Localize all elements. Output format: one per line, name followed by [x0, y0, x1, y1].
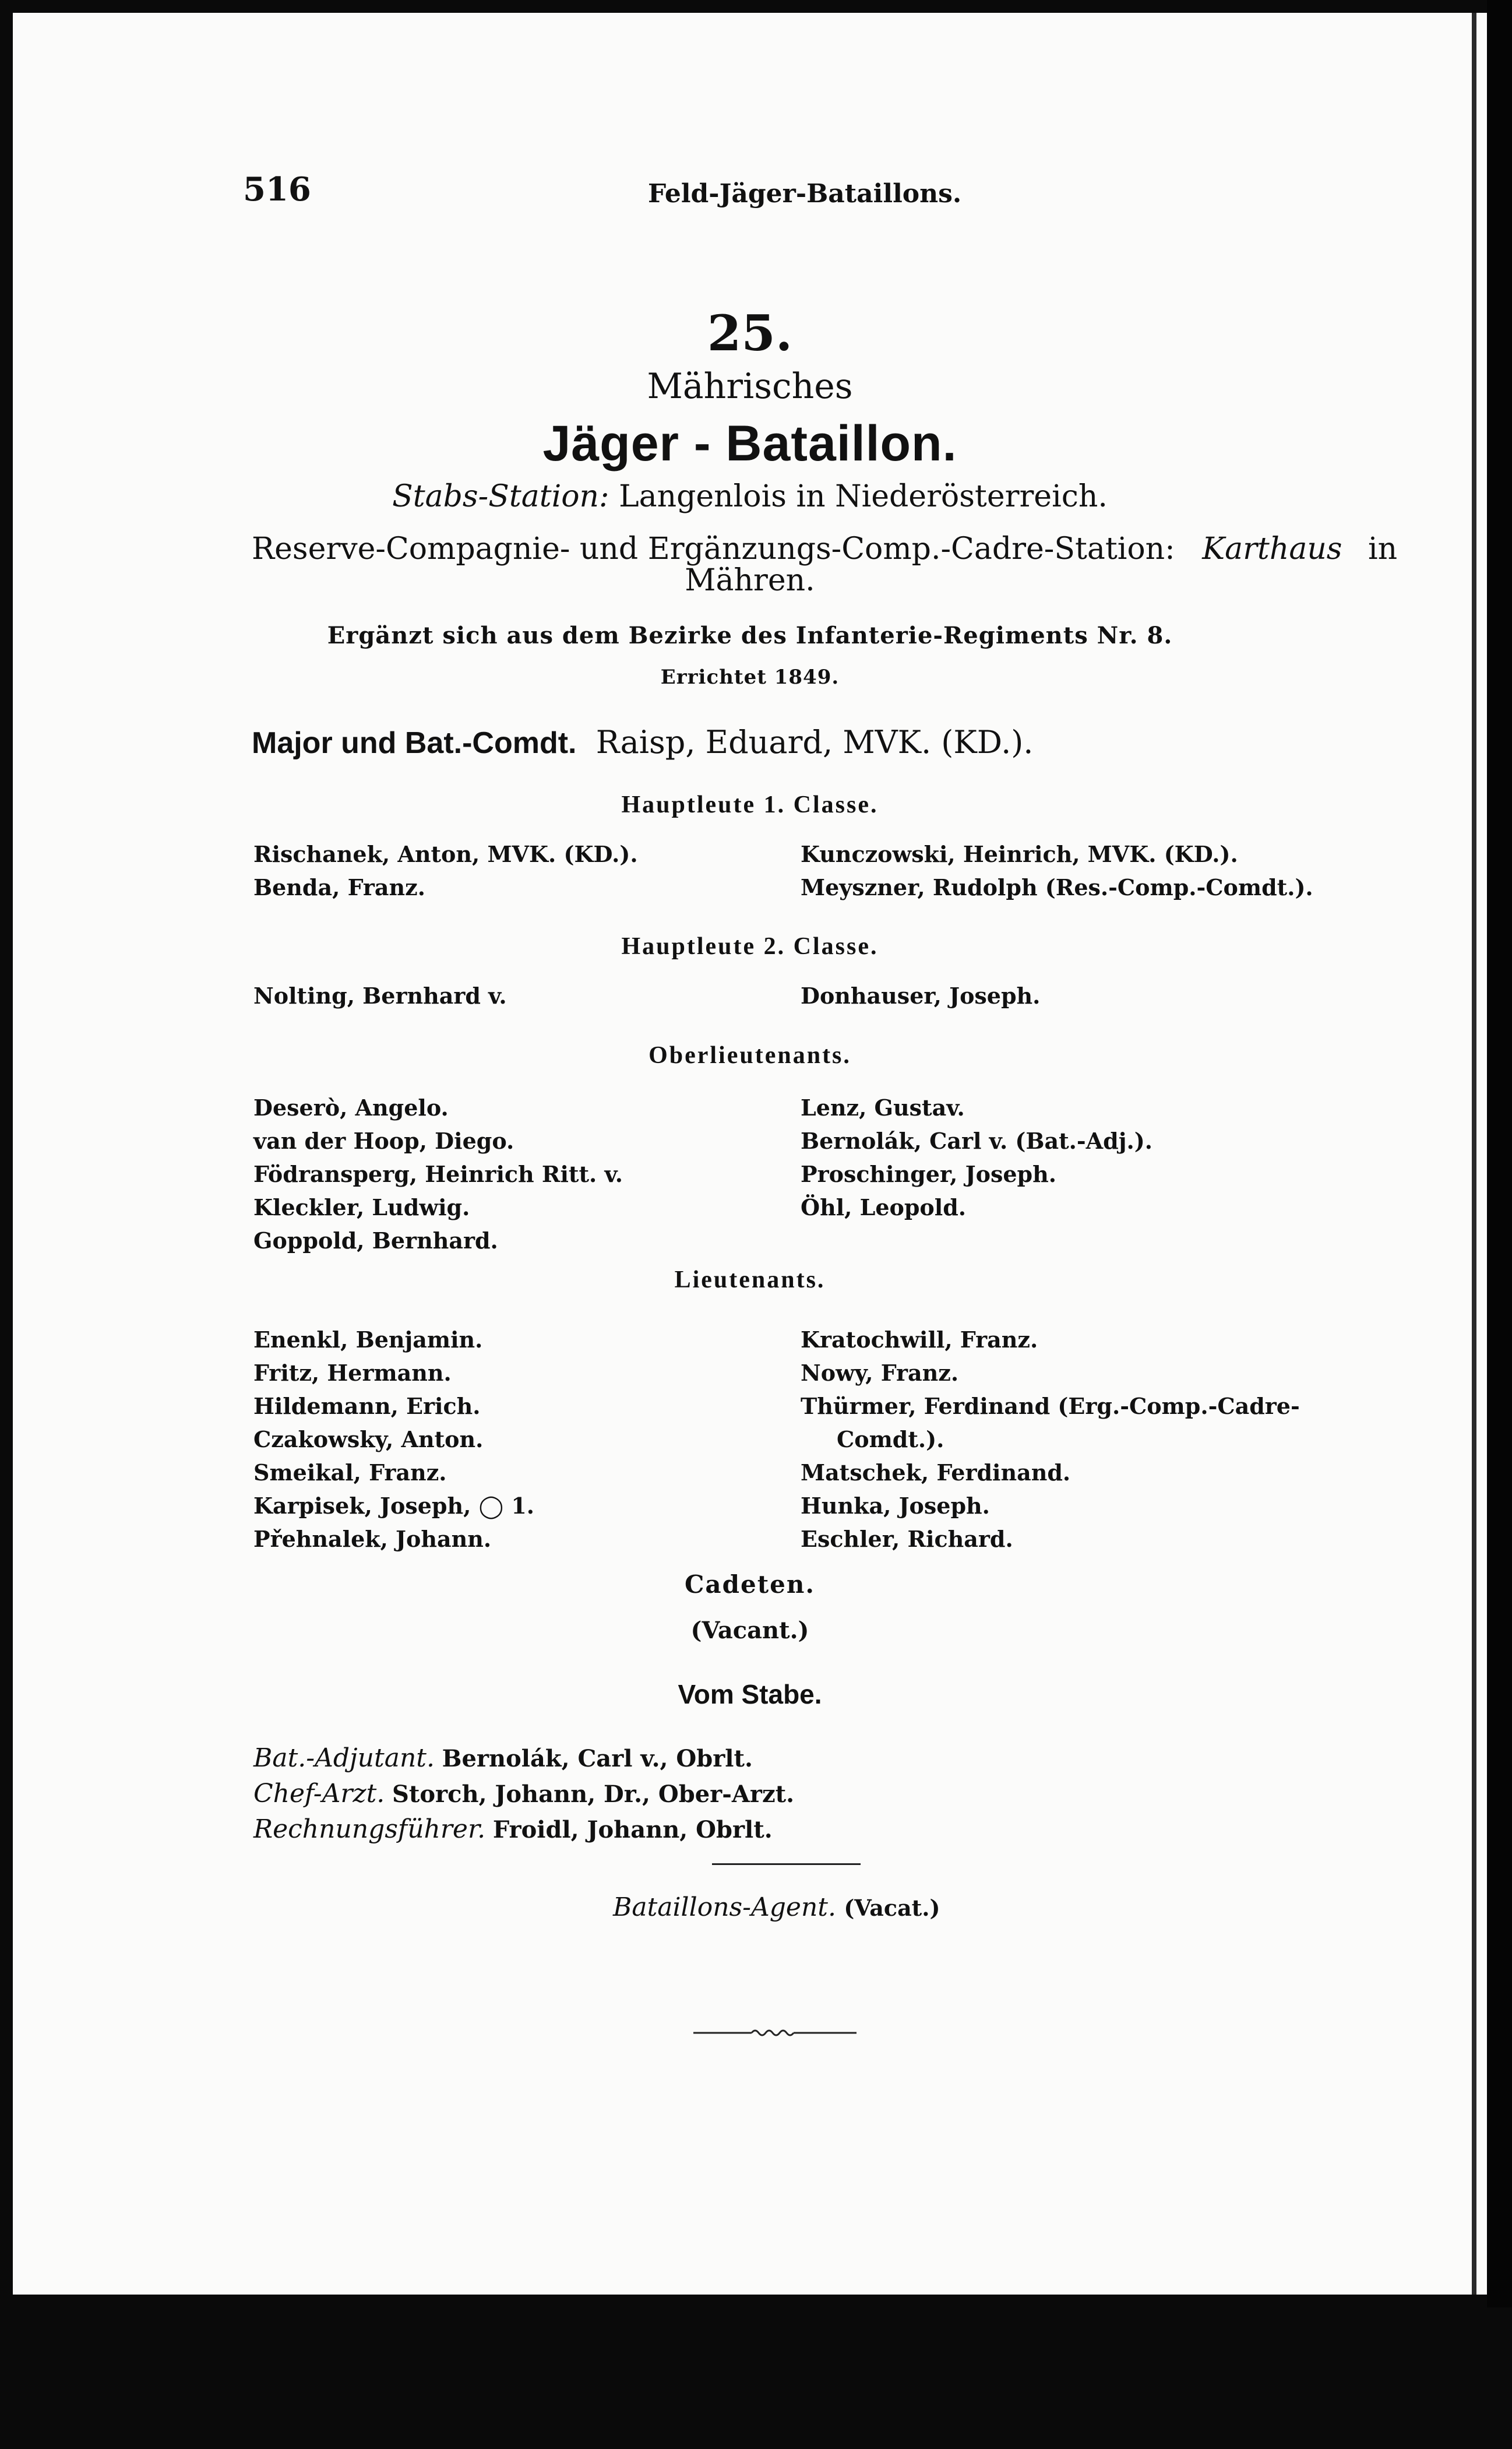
staff-row [253, 1812, 794, 1848]
staff-name: Storch, Johann, Dr., Ober-Arzt. [392, 1781, 795, 1808]
running-title: Feld-Jäger-Bataillons. [648, 179, 962, 209]
list-item: Goppold, Bernhard. [253, 1227, 498, 1254]
list-item: Födransperg, Heinrich Ritt. v. [253, 1161, 623, 1187]
list-item: Kunczowski, Heinrich, MVK. (KD.). [801, 841, 1238, 867]
list-item: Benda, Franz. [253, 874, 425, 900]
list-item: Hildemann, Erich. [253, 1393, 481, 1419]
staff-row [253, 1741, 794, 1776]
list-item: Kratochwill, Franz. [801, 1326, 1038, 1353]
cadeten-vacant: (Vacant.) [690, 1617, 809, 1644]
section-heading-lieutenants: Lieutenants. [674, 1266, 826, 1293]
agent-vacant: (Vacat.) [844, 1895, 940, 1921]
battalion-number: 25. [707, 304, 793, 362]
divider-rule [712, 1863, 861, 1865]
staff-name: Froidl, Johann, Obrlt. [492, 1816, 773, 1843]
lieutenants-right-column [801, 1323, 1300, 1556]
list-item: Proschinger, Joseph. [801, 1161, 1056, 1187]
list-item: Kleckler, Ludwig. [253, 1194, 470, 1220]
wavy-flourish-icon [695, 2432, 858, 2446]
list-item: Smeikal, Franz. [253, 1459, 447, 1486]
major-row [252, 724, 1033, 761]
major-name: Raisp, Eduard, MVK. (KD.). [595, 724, 1034, 761]
list-item: Comdt.). [837, 1426, 944, 1452]
unit-title: Jäger - Bataillon. [542, 416, 957, 471]
agent-role: Bataillons-Agent. [613, 1892, 836, 1922]
list-item: Lenz, Gustav. [801, 1095, 965, 1121]
list-item: Deserò, Angelo. [253, 1095, 449, 1121]
hauptleute-2-right-column [801, 979, 1040, 1012]
stabs-station-label: Stabs-Station: [392, 479, 609, 514]
oberlieutenants-left-column [253, 1091, 623, 1257]
list-item: Matschek, Ferdinand. [801, 1459, 1071, 1486]
list-item: Meyszner, Rudolph (Res.-Comp.-Comdt.). [801, 874, 1313, 900]
list-item: van der Hoop, Diego. [253, 1128, 514, 1154]
list-item: Hunka, Joseph. [801, 1493, 990, 1519]
recruitment-district: Ergänzt sich aus dem Bezirke des Infanterie-Regiments Nr. 8. [327, 622, 1173, 649]
visible-flourish-icon [693, 2025, 857, 2042]
stabs-station-line [13, 479, 1487, 514]
section-heading-hauptleute-1: Hauptleute 1. Classe. [621, 791, 879, 818]
section-heading-cadeten: Cadeten. [684, 1570, 815, 1599]
section-heading-staff: Vom Stabe. [678, 1679, 822, 1709]
list-item: Thürmer, Ferdinand (Erg.-Comp.-Cadre- [801, 1393, 1300, 1419]
list-item: Nowy, Franz. [801, 1360, 959, 1386]
list-item: Fritz, Hermann. [253, 1360, 452, 1386]
staff-role: Rechnungsführer. [253, 1814, 486, 1844]
stabs-station-value: Langenlois in Niederösterreich. [619, 479, 1108, 514]
list-item: Nolting, Bernhard v. [253, 983, 507, 1009]
list-item: Karpisek, Joseph, ◯ 1. [253, 1493, 535, 1519]
list-item: Rischanek, Anton, MVK. (KD.). [253, 841, 638, 867]
lieutenants-left-column [253, 1323, 534, 1556]
hauptleute-1-left-column [253, 838, 638, 904]
staff-name: Bernolák, Carl v., Obrlt. [442, 1745, 753, 1772]
scanned-page [13, 13, 1487, 2295]
list-item: Czakowsky, Anton. [253, 1426, 484, 1452]
section-heading-oberlieutenants: Oberlieutenants. [648, 1042, 851, 1069]
reserve-station-place: Karthaus [1202, 532, 1342, 566]
hauptleute-1-right-column [801, 838, 1313, 904]
reserve-station-continuation: Mähren. [685, 563, 815, 598]
established-year: Errichtet 1849. [660, 666, 840, 689]
province-name: Mährisches [647, 366, 853, 407]
staff-list [253, 1741, 794, 1848]
staff-row [253, 1776, 794, 1812]
scan-binding-strip [1472, 13, 1476, 2295]
list-item: Enenkl, Benjamin. [253, 1326, 483, 1353]
staff-role: Bat.-Adjutant. [253, 1743, 435, 1773]
list-item: Eschler, Richard. [801, 1526, 1013, 1552]
list-item: Öhl, Leopold. [801, 1194, 967, 1220]
list-item: Přehnalek, Johann. [253, 1526, 492, 1552]
section-heading-hauptleute-2: Hauptleute 2. Classe. [621, 933, 879, 960]
oberlieutenants-right-column [801, 1091, 1152, 1224]
reserve-station-text: Reserve-Compagnie- und Ergänzungs-Comp.-Cadre-Station: [252, 532, 1175, 566]
staff-role: Chef-Arzt. [253, 1779, 385, 1808]
reserve-station-line [252, 532, 1398, 566]
agent-line [613, 1892, 940, 1922]
list-item: Donhauser, Joseph. [801, 983, 1041, 1009]
hauptleute-2-left-column [253, 979, 507, 1012]
page-number: 516 [243, 170, 311, 209]
scan-edge [1487, 0, 1512, 2307]
major-label: Major und Bat.-Comdt. [252, 726, 577, 760]
reserve-station-in: in [1368, 532, 1398, 566]
list-item: Bernolák, Carl v. (Bat.-Adj.). [801, 1128, 1152, 1154]
